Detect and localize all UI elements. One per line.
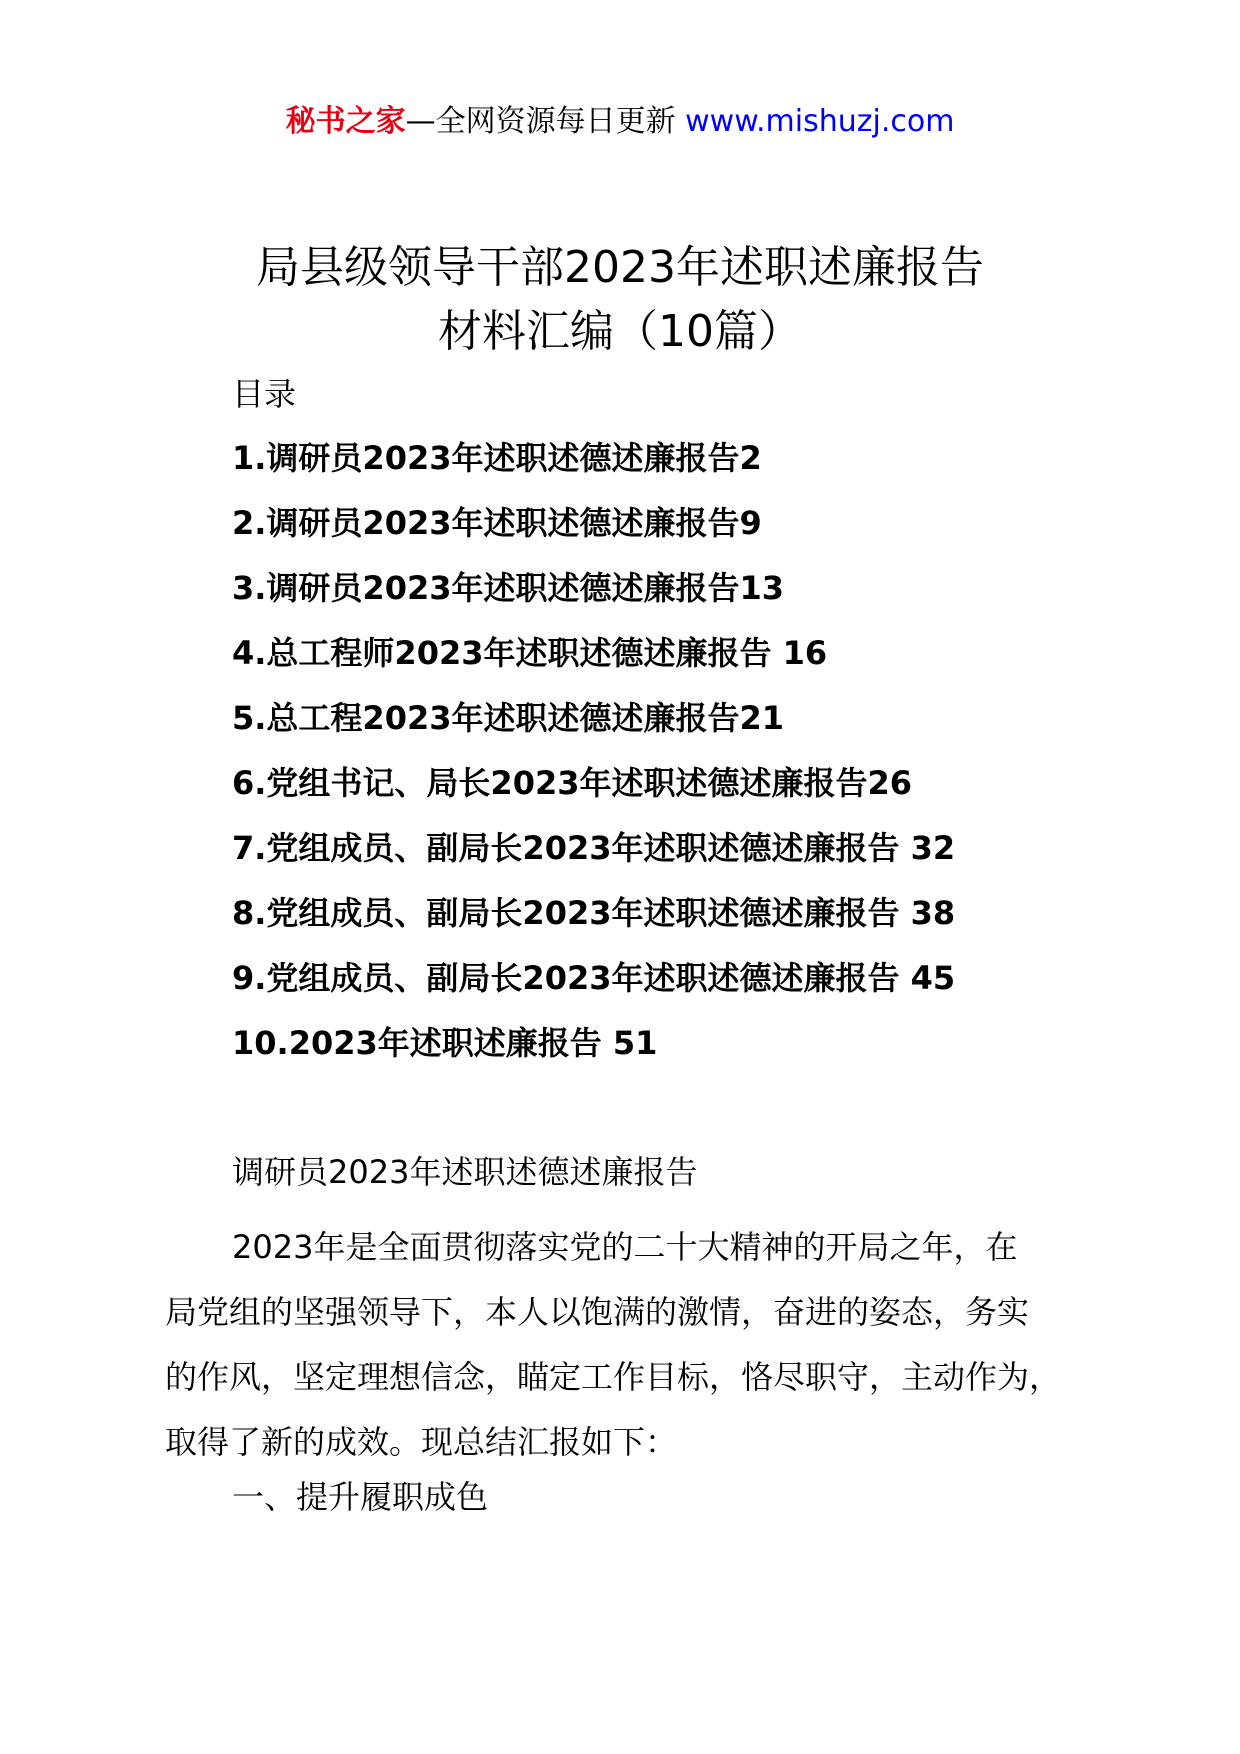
paragraph-line: 局党组的坚强领导下，本人以饱满的激情，奋进的姿态，务实 (165, 1293, 1030, 1331)
section-heading: 调研员2023年述职述德述廉报告 (232, 1153, 698, 1191)
toc-item[interactable]: 8.党组成员、副局长2023年述职述德述廉报告 38 (232, 894, 956, 932)
toc-item[interactable]: 1.调研员2023年述职述德述廉报告2 (232, 439, 762, 477)
subsection-heading: 一、提升履职成色 (232, 1478, 489, 1516)
table-of-contents (232, 436, 1132, 1086)
toc-label: 目录 (232, 375, 297, 413)
toc-item[interactable]: 10.2023年述职述廉报告 51 (232, 1024, 658, 1062)
paragraph-line: 2023年是全面贯彻落实党的二十大精神的开局之年，在 (232, 1228, 1018, 1266)
toc-item[interactable]: 2.调研员2023年述职述德述廉报告9 (232, 504, 762, 542)
paragraph-line: 取得了新的成效。现总结汇报如下： (165, 1423, 678, 1461)
paragraph-line: 的作风，坚定理想信念，瞄定工作目标，恪尽职守，主动作为， (165, 1358, 1062, 1396)
toc-item[interactable]: 5.总工程2023年述职述德述廉报告21 (232, 699, 785, 737)
site-header (0, 100, 1240, 144)
toc-item[interactable]: 3.调研员2023年述职述德述廉报告13 (232, 569, 785, 607)
site-brand: 秘书之家 (285, 104, 406, 139)
site-tagline: —全网资源每日更新 (405, 104, 676, 139)
toc-item[interactable]: 6.党组书记、局长2023年述职述德述廉报告26 (232, 764, 913, 802)
site-url-link[interactable]: www.mishuzj.com (685, 104, 955, 139)
toc-item[interactable]: 4.总工程师2023年述职述德述廉报告 16 (232, 634, 828, 672)
toc-item[interactable]: 9.党组成员、副局长2023年述职述德述廉报告 45 (232, 959, 956, 997)
body-paragraph (165, 1215, 1115, 1475)
document-title-line-1: 局县级领导干部2023年述职述廉报告 (256, 242, 984, 293)
toc-item[interactable]: 7.党组成员、副局长2023年述职述德述廉报告 32 (232, 829, 956, 867)
document-title-line-2: 材料汇编（10篇） (438, 306, 802, 357)
